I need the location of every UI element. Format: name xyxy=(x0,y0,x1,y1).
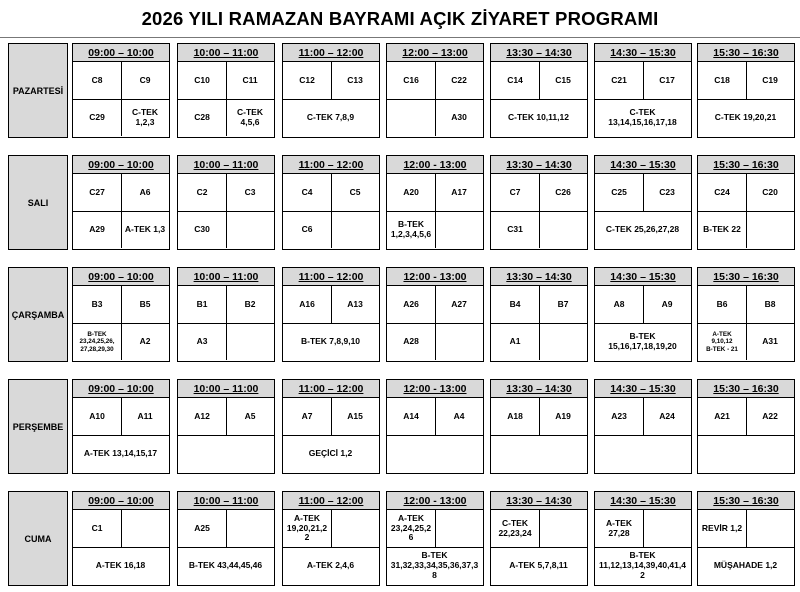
slot-time: 11:00 – 12:00 xyxy=(283,492,379,510)
unit-cell: C5 xyxy=(349,186,361,197)
unit-cell: B1 xyxy=(196,298,208,309)
unit-cell: A27 xyxy=(451,298,467,309)
unit-cell: C13 xyxy=(347,74,363,85)
unit-cell: A-TEK 19,20,21,2 2 xyxy=(286,512,328,543)
slot-time: 10:00 – 11:00 xyxy=(178,492,274,510)
unit-cell xyxy=(540,324,586,360)
unit-cell: B-TEK 23,24,25,26, 27,28,29,30 xyxy=(79,330,115,353)
slot-time: 13:30 – 14:30 xyxy=(491,268,587,286)
time-slot xyxy=(72,379,170,474)
unit-cell: C3 xyxy=(244,186,256,197)
unit-cell: B5 xyxy=(139,298,151,309)
unit-cell: B-TEK 43,44,45,46 xyxy=(188,560,263,571)
unit-cell: C-TEK 19,20,21 xyxy=(714,112,777,123)
unit-cell: C7 xyxy=(509,186,521,197)
unit-cell: A30 xyxy=(451,112,467,123)
unit-cell: C23 xyxy=(659,186,675,197)
unit-cell: C29 xyxy=(89,112,105,123)
unit-cell: A-TEK 1,3 xyxy=(124,224,166,235)
time-slot xyxy=(386,267,484,362)
unit-cell: A3 xyxy=(196,336,208,347)
unit-cell: C22 xyxy=(451,74,467,85)
time-slot xyxy=(72,155,170,250)
unit-cell: A31 xyxy=(762,336,778,347)
unit-cell: C11 xyxy=(242,74,258,85)
time-slot xyxy=(282,491,380,586)
slot-time: 13:30 – 14:30 xyxy=(491,492,587,510)
unit-cell: A13 xyxy=(347,298,363,309)
slot-time: 14:30 – 15:30 xyxy=(595,492,691,510)
slot-time: 10:00 – 11:00 xyxy=(178,156,274,174)
page-title: 2026 YILI RAMAZAN BAYRAMI AÇIK ZİYARET PROGRAMI xyxy=(0,0,800,38)
unit-cell: C17 xyxy=(659,74,675,85)
unit-cell xyxy=(540,510,586,547)
unit-cell xyxy=(387,436,482,472)
unit-cell: C19 xyxy=(762,74,778,85)
unit-cell: A17 xyxy=(451,186,467,197)
unit-cell: A14 xyxy=(403,410,419,421)
unit-cell: A-TEK 23,24,25,2 6 xyxy=(390,512,432,543)
time-slot xyxy=(282,379,380,474)
slot-time: 11:00 – 12:00 xyxy=(283,268,379,286)
unit-cell: C-TEK 22,23,24 xyxy=(498,517,532,538)
unit-cell: A21 xyxy=(714,410,730,421)
unit-cell xyxy=(491,436,586,472)
day-label: ÇARŞAMBA xyxy=(8,267,68,362)
unit-cell: C-TEK 10,11,12 xyxy=(508,112,569,123)
time-slot xyxy=(594,155,692,250)
unit-cell: A-TEK 5,7,8,11 xyxy=(509,560,568,571)
unit-cell: A19 xyxy=(555,410,571,421)
unit-cell: C6 xyxy=(301,224,313,235)
unit-cell: C10 xyxy=(194,74,210,85)
unit-cell xyxy=(436,212,482,248)
slot-time: 09:00 – 10:00 xyxy=(73,268,169,286)
time-slot xyxy=(72,267,170,362)
unit-cell: B-TEK 31,32,33,34,35,36,37,3 8 xyxy=(390,550,479,580)
slot-time: 11:00 – 12:00 xyxy=(283,380,379,398)
slot-time: 15:30 – 16:30 xyxy=(698,44,794,62)
unit-cell: A9 xyxy=(661,298,673,309)
slot-time: 15:30 – 16:30 xyxy=(698,380,794,398)
unit-cell: B4 xyxy=(509,298,521,309)
slot-time: 14:30 – 15:30 xyxy=(595,268,691,286)
slot-time: 12:00 - 13:00 xyxy=(387,380,483,398)
time-slot xyxy=(697,43,795,138)
unit-cell: A29 xyxy=(89,224,105,235)
unit-cell: C-TEK 4,5,6 xyxy=(237,107,263,127)
time-slot xyxy=(386,491,484,586)
unit-cell: A12 xyxy=(194,410,210,421)
time-slot xyxy=(594,379,692,474)
slot-time: 11:00 – 12:00 xyxy=(283,44,379,62)
time-slot xyxy=(697,267,795,362)
slot-time: 15:30 – 16:30 xyxy=(698,268,794,286)
unit-cell: C14 xyxy=(507,74,523,85)
time-slot xyxy=(177,491,275,586)
unit-cell: A16 xyxy=(299,298,315,309)
unit-cell: A20 xyxy=(403,186,419,197)
unit-cell xyxy=(436,324,482,360)
unit-cell: A25 xyxy=(194,522,210,533)
unit-cell: C21 xyxy=(611,74,627,85)
unit-cell: C4 xyxy=(301,186,313,197)
unit-cell: C18 xyxy=(714,74,730,85)
unit-cell: A-TEK 13,14,15,17 xyxy=(83,448,158,459)
time-slot xyxy=(177,379,275,474)
unit-cell: C31 xyxy=(507,224,523,235)
unit-cell xyxy=(332,212,378,248)
unit-cell: B-TEK 22 xyxy=(703,224,741,235)
unit-cell: C-TEK 7,8,9 xyxy=(306,112,355,123)
day-label: PERŞEMBE xyxy=(8,379,68,474)
time-slot xyxy=(490,491,588,586)
unit-cell: A18 xyxy=(507,410,523,421)
unit-cell xyxy=(747,212,793,248)
slot-time: 09:00 – 10:00 xyxy=(73,492,169,510)
time-slot xyxy=(490,155,588,250)
unit-cell: A-TEK 27,28 xyxy=(606,517,632,538)
slot-time: 14:30 – 15:30 xyxy=(595,156,691,174)
unit-cell: A1 xyxy=(509,336,521,347)
slot-time: 12:00 - 13:00 xyxy=(387,156,483,174)
time-slot xyxy=(282,267,380,362)
unit-cell: C1 xyxy=(91,522,103,533)
unit-cell: REVİR 1,2 xyxy=(701,522,743,533)
unit-cell xyxy=(227,324,273,360)
unit-cell: A-TEK 16,18 xyxy=(95,560,146,571)
slot-time: 13:30 – 14:30 xyxy=(491,380,587,398)
unit-cell xyxy=(227,510,273,547)
unit-cell: C2 xyxy=(196,186,208,197)
slot-time: 14:30 – 15:30 xyxy=(595,44,691,62)
unit-cell: A26 xyxy=(403,298,419,309)
unit-cell: C27 xyxy=(89,186,105,197)
time-slot xyxy=(177,43,275,138)
time-slot xyxy=(594,43,692,138)
slot-time: 14:30 – 15:30 xyxy=(595,380,691,398)
day-label: PAZARTESİ xyxy=(8,43,68,138)
unit-cell: A24 xyxy=(659,410,675,421)
unit-cell: B6 xyxy=(716,298,728,309)
time-slot xyxy=(490,43,588,138)
unit-cell: B-TEK 7,8,9,10 xyxy=(300,336,361,347)
unit-cell: A6 xyxy=(139,186,151,197)
time-slot xyxy=(386,155,484,250)
slot-time: 10:00 – 11:00 xyxy=(178,44,274,62)
unit-cell: A4 xyxy=(453,410,465,421)
slot-time: 09:00 – 10:00 xyxy=(73,44,169,62)
unit-cell xyxy=(540,212,586,248)
unit-cell: C8 xyxy=(91,74,103,85)
unit-cell: B7 xyxy=(557,298,569,309)
unit-cell: GEÇİCİ 1,2 xyxy=(308,448,353,459)
day-label: SALI xyxy=(8,155,68,250)
slot-time: 12:00 - 13:00 xyxy=(387,268,483,286)
time-slot xyxy=(594,267,692,362)
unit-cell: B8 xyxy=(764,298,776,309)
slot-time: 12:00 - 13:00 xyxy=(387,492,483,510)
unit-cell: C9 xyxy=(139,74,151,85)
unit-cell xyxy=(387,100,435,136)
unit-cell: A7 xyxy=(301,410,313,421)
unit-cell: C16 xyxy=(403,74,419,85)
time-slot xyxy=(594,491,692,586)
unit-cell: MÜŞAHADE 1,2 xyxy=(713,560,778,571)
unit-cell: A5 xyxy=(244,410,256,421)
time-slot xyxy=(72,43,170,138)
time-slot xyxy=(490,379,588,474)
unit-cell: C24 xyxy=(714,186,730,197)
time-slot xyxy=(177,155,275,250)
time-slot xyxy=(72,491,170,586)
slot-time: 10:00 – 11:00 xyxy=(178,268,274,286)
unit-cell: B-TEK 1,2,3,4,5,6 xyxy=(390,219,432,239)
unit-cell xyxy=(595,436,690,472)
unit-cell xyxy=(698,436,793,472)
unit-cell xyxy=(436,510,482,547)
slot-time: 09:00 – 10:00 xyxy=(73,380,169,398)
unit-cell: C-TEK 1,2,3 xyxy=(132,107,158,127)
unit-cell: A22 xyxy=(762,410,778,421)
unit-cell: A8 xyxy=(613,298,625,309)
unit-cell: A2 xyxy=(139,336,151,347)
unit-cell: C28 xyxy=(194,112,210,123)
unit-cell: A-TEK 2,4,6 xyxy=(306,560,355,571)
slot-time: 15:30 – 16:30 xyxy=(698,492,794,510)
time-slot xyxy=(386,379,484,474)
slot-time: 11:00 – 12:00 xyxy=(283,156,379,174)
unit-cell: C30 xyxy=(194,224,210,235)
slot-time: 09:00 – 10:00 xyxy=(73,156,169,174)
unit-cell: C15 xyxy=(555,74,571,85)
unit-cell: B3 xyxy=(91,298,103,309)
slot-time: 13:30 – 14:30 xyxy=(491,44,587,62)
unit-cell: A11 xyxy=(137,410,153,421)
unit-cell: A-TEK 9,10,12 B-TEK - 21 xyxy=(706,330,738,353)
time-slot xyxy=(177,267,275,362)
unit-cell: C20 xyxy=(762,186,778,197)
unit-cell: C-TEK 25,26,27,28 xyxy=(605,224,680,235)
unit-cell xyxy=(227,212,273,248)
unit-cell: A28 xyxy=(403,336,419,347)
slot-time: 10:00 – 11:00 xyxy=(178,380,274,398)
slot-time: 12:00 – 13:00 xyxy=(387,44,483,62)
slot-time: 15:30 – 16:30 xyxy=(698,156,794,174)
unit-cell: A15 xyxy=(347,410,363,421)
time-slot xyxy=(490,267,588,362)
time-slot xyxy=(697,379,795,474)
unit-cell: A10 xyxy=(89,410,105,421)
unit-cell: B2 xyxy=(244,298,256,309)
unit-cell xyxy=(178,436,273,472)
time-slot xyxy=(282,155,380,250)
unit-cell xyxy=(747,510,793,547)
unit-cell: C25 xyxy=(611,186,627,197)
time-slot xyxy=(386,43,484,138)
time-slot xyxy=(282,43,380,138)
unit-cell: B-TEK 11,12,13,14,39,40,41,4 2 xyxy=(599,550,686,580)
unit-cell: C-TEK 13,14,15,16,17,18 xyxy=(608,107,677,127)
time-slot xyxy=(697,155,795,250)
slot-time: 13:30 – 14:30 xyxy=(491,156,587,174)
unit-cell: B-TEK 15,16,17,18,19,20 xyxy=(608,331,677,351)
unit-cell xyxy=(644,510,690,547)
unit-cell: A23 xyxy=(611,410,627,421)
day-label: CUMA xyxy=(8,491,68,586)
unit-cell xyxy=(332,510,378,547)
unit-cell: C26 xyxy=(555,186,571,197)
unit-cell: C12 xyxy=(299,74,315,85)
unit-cell xyxy=(122,510,168,547)
time-slot xyxy=(697,491,795,586)
